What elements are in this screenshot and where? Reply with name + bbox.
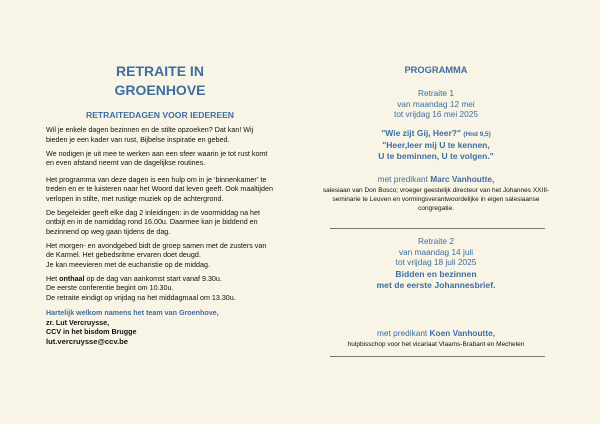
retreat-1-dates [318,88,554,120]
preacher-1-name: Marc Vanhoutte, [430,174,495,184]
divider-1 [330,228,545,229]
signer-name: zr. Lut Vercruysse, [46,319,110,327]
quote-line-2: "Heer,leer mij U te kennen, [382,140,490,150]
retreat-1-label: Retraite 1 [418,88,454,98]
retreat-1-from: van maandag 12 mei [397,98,475,109]
retreat-1-preacher: met predikant Marc Vanhoutte, [377,174,495,184]
title-line-1: RETRAITE IN [116,63,204,79]
signature-block [46,309,274,346]
quote-reference: (Hnd 9,5) [463,131,491,138]
theme-line-2: met de eerste Johannesbrief. [376,280,496,290]
retreat-2-preacher: met predikant Koen Vanhoutte, [376,328,496,338]
flyer-subtitle: RETRAITEDAGEN VOOR IEDEREEN [85,110,235,120]
quote-line-3: U te beminnen, U te volgen." [378,151,494,161]
preacher-2-description: hulpbisschop voor het vicariaat Vlaams-Brabant en Mechelen [347,341,525,348]
theme-line-1: Bidden en bezinnen [395,269,477,279]
divider-2 [330,356,545,357]
paragraph-prayer: Het morgen- en avondgebed bidt de groep samen met de zusters van de Karmel. Het gebedsritme ervaren doet deugd. Je kan meevieren met de eucharistie op de middag. [46,241,267,269]
paragraph-guide: De begeleider geeft elke dag 2 inleidingen: in de voormiddag na het ontbijt en in de namiddag rond 16.00u. Daarmee kan je biddend en bezinnend op weg gaan tijdens de dag. [46,208,260,236]
retreat-2-from: van maandag 14 juli [398,246,474,257]
paragraph-schedule: Het onthaal op de dag van aankomst start vanaf 9.30u. De eerste conferentie begint om 10.30u. De retraite eindigt op vrijdag na het middagmaal om 13.30u. [46,274,236,302]
conference-time: De eerste conferentie begint om 10.30u. [46,284,174,292]
retreat-1-theme [318,128,554,162]
quote-line-1: "Wie zijt Gij, Heer?" [381,128,462,138]
preacher-1-description: salesiaan van Don Bosco; vroeger geestelijk directeur van het Johannes XXIII-seminarie te Leuven en vormingsverantwoordelijke in eigen salesiaanse congregatie. [322,187,550,213]
end-time: De retraite eindigt op vrijdag na het middagmaal om 13.30u. [46,293,236,302]
signer-role: CCV in het bisdom Brugge [46,328,137,336]
retreat-2-label: Retraite 2 [418,236,454,246]
preacher-2-name: Koen Vanhoutte, [429,328,496,338]
arrival-bold: onthaal [59,274,85,283]
paragraph-invitation: Wil je enkele dagen bezinnen en de stilte opzoeken? Dat kan! Wij bieden je een kader van rust, Bijbelse inspiratie en gebed. [46,126,254,144]
retreat-1-to: tot vrijdag 16 mei 2025 [394,109,478,119]
paragraph-atmosphere: We nodigen je uit mee te werken aan een sfeer waarin je tot rust komt en even afstand neemt van de dagelijkse routines. [46,149,268,167]
title-line-2: GROENHOVE [114,82,206,98]
flyer-title [46,62,274,100]
intro-text [46,126,274,346]
retreat-2-theme [318,269,554,291]
retreat-2-dates [318,236,554,268]
program-title: PROGRAMMA [404,65,468,75]
paragraph-program: Het programma van deze dagen is een hulp om in je ‘binnenkamer’ te treden en er te luisteren naar het Woord dat leven geeft. Ook maaltijden verlopen in stilte, met rustige muziek op de achtergrond. [46,175,273,203]
signer-email[interactable]: lut.vercruysse@ccv.be [46,337,128,346]
retreat-2-to: tot vrijdag 18 juli 2025 [395,257,477,267]
welcome-line: Hartelijk welkom namens het team van Groenhove, [46,309,219,317]
